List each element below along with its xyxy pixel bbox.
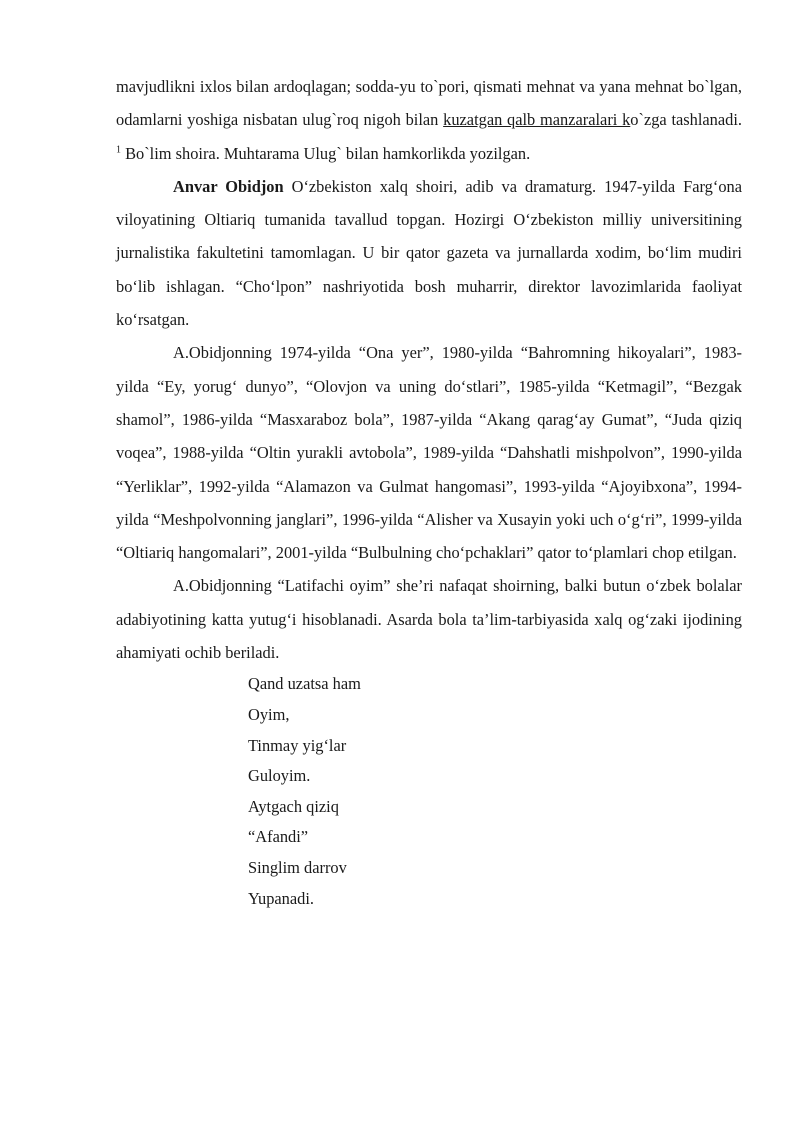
poem-line: Tinmay yig‘lar <box>248 735 347 755</box>
poem-excerpt <box>116 669 742 914</box>
paragraph-poem-intro: A.Obidjonning “Latifachi oyim” she’ri nafaqat shoirning, balki butun o‘zbek bolalar adabiyotining katta yutug‘i hisoblanadi. Asarda bola ta’lim-tarbiyasida xalq og‘zaki ijodining ahamiyati ochib beriladi. <box>116 576 742 663</box>
paragraph-text: O‘zbekiston xalq shoiri, adib va dramaturg. 1947-yilda Farg‘ona viloyatining Oltiariq tumanida tavallud topgan. Hozirgi O‘zbekiston milliy universitining jurnalistika fakultetini tamomlagan. U bir qator gazeta va jurnallarda xodim, bo‘lim mudiri bo‘lib ishlagan. “Cho‘lpon” nashriyotida bosh muharrir, direktor lavozimlarida faoliyat ko‘rsatgan. <box>116 176 742 330</box>
poem-line: Singlim darrov <box>248 857 347 877</box>
underlined-text: kuzatgan qalb manzaralari k <box>443 110 631 130</box>
paragraph-works: A.Obidjonning 1974-yilda “Ona yer”, 1980-yilda “Bahromning hikoyalari”, 1983-yilda “Ey, yorug‘ dunyo”, “Olovjon va uning do‘stlari”, 1985-yilda “Ketmagil”, “Bezgak shamol”, 1986-yilda “Masxaraboz bola”, 1987-yilda “Akang qarag‘ay Gumat”, “Juda qiziq voqea”, 1988-yilda “Oltin yurakli avtobola”, 1989-yilda “Dahshatli mishpolvon”, 1990-yilda “Yerliklar”, 1992-yilda “Alamazon va Gulmat hangomasi”, 1993-yilda “Ajoyibxona”, 1994-yilda “Meshpolvonning janglari”, 1996-yilda “Alisher va Xusayin yoki uch o‘g‘ri”, 1999-yilda “Oltiariq hangomalari”, 2001-yilda “Bulbulning cho‘pchaklari” qator to‘plamlari chop etilgan. <box>116 343 742 563</box>
document-page <box>116 70 742 914</box>
paragraph-text: mavjudlikni ixlos bilan ardoqlagan; sodda-yu to`pori, qismati mehnat va yana mehnat bo`lgan, odamlarni yoshiga nisbatan ulug`roq nigoh bilan <box>116 77 742 130</box>
paragraph-text: o`zga tashlanadi. <box>630 110 742 130</box>
poem-line: Guloyim. <box>248 766 311 786</box>
poem-line: “Afandi” <box>248 827 309 847</box>
paragraph-biography <box>116 170 742 336</box>
footnote-reference[interactable]: 1 <box>116 144 121 156</box>
author-name: Anvar Obidjon <box>173 176 284 196</box>
paragraph-text: Bo`lim shoira. Muhtarama Ulug` bilan hamkorlikda yozilgan. <box>121 143 531 163</box>
poem-line: Yupanadi. <box>248 888 315 908</box>
poem-line: Aytgach qiziq <box>248 796 339 816</box>
poem-line: Oyim, <box>248 704 290 724</box>
poem-line: Qand uzatsa ham <box>248 674 361 694</box>
paragraph-intro-continuation <box>116 70 742 170</box>
